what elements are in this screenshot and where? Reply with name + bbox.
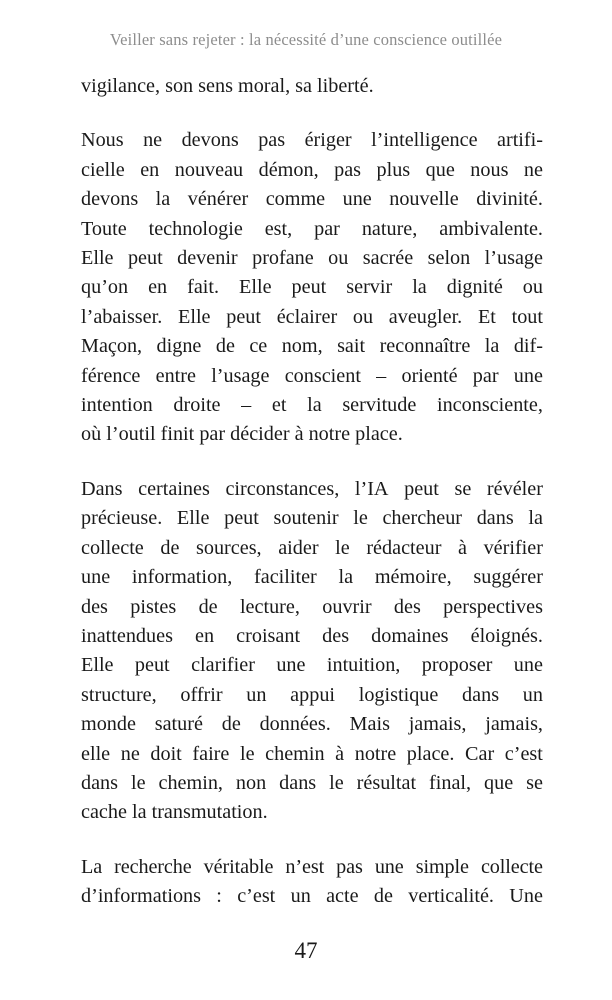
word: se xyxy=(454,477,472,500)
word: Elle xyxy=(239,276,272,299)
word: un xyxy=(246,683,267,706)
word: Elle xyxy=(178,305,211,328)
word: le xyxy=(130,771,146,794)
word: chemin xyxy=(265,742,325,765)
word: Elle xyxy=(81,247,114,270)
text-line xyxy=(81,593,543,622)
word: faire xyxy=(192,742,230,765)
word: l’usage xyxy=(211,364,270,387)
word: cielle xyxy=(81,158,125,181)
word: vénérer xyxy=(187,188,249,211)
word: peut xyxy=(226,305,261,328)
word: plus xyxy=(376,158,411,181)
word: recherche xyxy=(114,855,192,878)
word: – xyxy=(241,394,252,417)
word: selon xyxy=(427,247,471,270)
word: la xyxy=(528,507,543,530)
text-line xyxy=(81,126,543,155)
word: perspectives xyxy=(443,595,543,618)
word: qu’on xyxy=(81,276,129,299)
word: le xyxy=(353,507,368,530)
word: férence xyxy=(81,364,141,387)
page-number: 47 xyxy=(294,938,318,963)
word: structure, xyxy=(81,683,157,706)
word: dignité xyxy=(446,276,503,299)
word: ne xyxy=(143,129,163,152)
word: conscient xyxy=(284,364,361,387)
word: une xyxy=(276,654,306,677)
word: de xyxy=(221,713,241,736)
text-line xyxy=(81,563,543,592)
word: la xyxy=(307,394,322,417)
text-line xyxy=(81,332,543,361)
word: Elle xyxy=(176,507,210,530)
word: dans xyxy=(279,771,317,794)
word: ambivalente. xyxy=(439,217,543,240)
word: véritable xyxy=(203,855,274,878)
word: peut xyxy=(291,276,327,299)
word: une xyxy=(513,654,543,677)
word: c’est xyxy=(504,742,543,765)
word: un xyxy=(290,885,311,908)
word: intention xyxy=(81,394,153,417)
word: verticalité. xyxy=(408,885,494,908)
word: précieuse. xyxy=(81,507,163,530)
word: collecte xyxy=(480,855,543,878)
word: une xyxy=(342,188,372,211)
word: croisant xyxy=(236,624,301,647)
body-text-block xyxy=(81,72,543,912)
word: peut xyxy=(224,507,259,530)
word: que xyxy=(425,158,455,181)
word: l’abaisser. xyxy=(81,305,163,328)
word: une xyxy=(374,855,404,878)
text-line xyxy=(81,156,543,185)
word: éclairer xyxy=(276,305,338,328)
word: Nous xyxy=(81,129,124,152)
word: un xyxy=(522,683,543,706)
word: ou xyxy=(352,305,374,328)
word: nous xyxy=(470,158,509,181)
word: droite xyxy=(173,394,221,417)
text-line: cache la transmutation. xyxy=(81,801,268,824)
text-line xyxy=(81,681,543,710)
word: Elle xyxy=(81,654,114,677)
word: en xyxy=(148,276,168,299)
word: Maçon, xyxy=(81,335,143,358)
word: logistique xyxy=(358,683,439,706)
word: et xyxy=(271,394,287,417)
word: comme xyxy=(265,188,326,211)
word: monde xyxy=(81,713,136,736)
word: orienté xyxy=(401,364,458,387)
word: Car xyxy=(465,742,495,765)
word: clarifier xyxy=(191,654,255,677)
text-line xyxy=(81,185,543,214)
word: circonstances, xyxy=(225,477,340,500)
paragraph-recherche xyxy=(81,853,543,912)
word: pas xyxy=(334,158,362,181)
word: la xyxy=(155,188,171,211)
word: servitude xyxy=(342,394,417,417)
word: dans xyxy=(462,683,500,706)
word: à xyxy=(335,742,345,765)
word: ne xyxy=(120,742,140,765)
word: devons xyxy=(81,188,139,211)
word: servir xyxy=(346,276,393,299)
word: chercheur xyxy=(382,507,463,530)
word: ou xyxy=(328,247,349,270)
word: l’usage xyxy=(484,247,543,270)
word: profane xyxy=(252,247,314,270)
text-line xyxy=(81,391,543,420)
word: final, xyxy=(429,771,472,794)
word: information, xyxy=(131,566,233,589)
word: le xyxy=(329,771,344,794)
word: dif- xyxy=(513,335,543,358)
word: résultat xyxy=(356,771,417,794)
word: ou xyxy=(522,276,543,299)
word: par xyxy=(472,364,499,387)
word: mémoire, xyxy=(374,566,452,589)
text-line: où l’outil finit par décider à notre place. xyxy=(81,423,403,446)
word: reconnaître xyxy=(379,335,471,358)
word: ce xyxy=(249,335,268,358)
word: nature, xyxy=(361,217,418,240)
word: jamais, xyxy=(485,713,543,736)
text-line xyxy=(81,215,543,244)
word: collecte xyxy=(81,536,144,559)
text-line xyxy=(81,475,543,504)
word: Toute xyxy=(81,217,127,240)
text-line xyxy=(81,740,543,769)
word: ouvrir xyxy=(322,595,372,618)
word: en xyxy=(140,158,160,181)
word: ériger xyxy=(304,129,352,152)
word: certaines xyxy=(138,477,210,500)
word: Dans xyxy=(81,477,123,500)
word: sacrée xyxy=(362,247,414,270)
word: rédacteur xyxy=(366,536,442,559)
text-line xyxy=(81,622,543,651)
word: suggérer xyxy=(473,566,543,589)
word: aveugler. xyxy=(388,305,463,328)
word: saturé xyxy=(154,713,203,736)
word: une xyxy=(81,566,111,589)
paragraph-continuation xyxy=(81,72,543,101)
word: pas xyxy=(336,855,363,878)
word: données. xyxy=(259,713,331,736)
word: lecture, xyxy=(239,595,300,618)
word: une xyxy=(513,364,543,387)
word: pas xyxy=(258,129,286,152)
word: vérifier xyxy=(483,536,543,559)
word: à xyxy=(458,536,467,559)
word: nouvelle xyxy=(389,188,459,211)
word: Une xyxy=(509,885,543,908)
word: ne xyxy=(523,158,543,181)
word: de xyxy=(215,335,235,358)
word: soutenir xyxy=(273,507,339,530)
text-line xyxy=(81,303,543,332)
word: l’IA xyxy=(354,477,389,500)
word: inattendues xyxy=(81,624,173,647)
word: non xyxy=(235,771,267,794)
word: devons xyxy=(181,129,239,152)
word: démon, xyxy=(258,158,319,181)
word: nom, xyxy=(281,335,323,358)
text-line xyxy=(81,273,543,302)
text-line xyxy=(81,882,543,911)
word: se xyxy=(526,771,543,794)
text-line xyxy=(81,769,543,798)
word: : xyxy=(216,885,222,908)
text-line xyxy=(81,710,543,739)
word: est, xyxy=(264,217,293,240)
word: c’est xyxy=(237,885,276,908)
word: des xyxy=(81,595,108,618)
word: elle xyxy=(81,742,111,765)
word: digne xyxy=(156,335,202,358)
word: devenir xyxy=(177,247,238,270)
word: par xyxy=(314,217,340,240)
word: de xyxy=(373,885,393,908)
word: n’est xyxy=(285,855,325,878)
word: la xyxy=(484,335,500,358)
word: Et xyxy=(477,305,496,328)
paragraph-ia-demon xyxy=(81,126,543,449)
text-line xyxy=(81,651,543,680)
word: peut xyxy=(404,477,439,500)
word: de xyxy=(198,595,218,618)
word: La xyxy=(81,855,103,878)
word: tout xyxy=(511,305,543,328)
word: artifi- xyxy=(497,129,543,152)
text-line xyxy=(81,244,543,273)
word: d’informations xyxy=(81,885,201,908)
word: dans xyxy=(81,771,119,794)
word: sources, xyxy=(196,536,262,559)
word: le xyxy=(239,742,255,765)
word: chemin, xyxy=(158,771,223,794)
word: pistes xyxy=(130,595,177,618)
word: technologie xyxy=(148,217,243,240)
word: peut xyxy=(134,654,170,677)
text-line xyxy=(81,534,543,563)
word: simple xyxy=(415,855,469,878)
text-line xyxy=(81,504,543,533)
word: doit xyxy=(150,742,182,765)
word: de xyxy=(160,536,180,559)
text-line: vigilance, son sens moral, sa liberté. xyxy=(81,75,374,97)
word: offrir xyxy=(180,683,223,706)
word: faciliter xyxy=(254,566,317,589)
word: proposer xyxy=(421,654,493,677)
word: inconsciente, xyxy=(436,394,543,417)
word: aider xyxy=(278,536,319,559)
word: sait xyxy=(337,335,366,358)
word: acte xyxy=(326,885,359,908)
paragraph-ia-precieuse xyxy=(81,475,543,828)
word: dans xyxy=(476,507,514,530)
word: – xyxy=(376,364,387,387)
word: révéler xyxy=(486,477,543,500)
running-head: Veiller sans rejeter : la nécessité d’une conscience outillée xyxy=(109,30,503,49)
word: domaines xyxy=(371,624,449,647)
word: fait. xyxy=(187,276,220,299)
text-line xyxy=(81,362,543,391)
word: éloignés. xyxy=(470,624,543,647)
word: appui xyxy=(290,683,336,706)
word: place. xyxy=(406,742,455,765)
word: que xyxy=(484,771,514,794)
text-line xyxy=(81,853,543,882)
word: jamais, xyxy=(408,713,467,736)
word: entre xyxy=(155,364,196,387)
word: intuition, xyxy=(326,654,401,677)
word: des xyxy=(322,624,350,647)
word: notre xyxy=(354,742,397,765)
word: des xyxy=(393,595,421,618)
word: divinité. xyxy=(476,188,543,211)
word: la xyxy=(412,276,427,299)
word: la xyxy=(338,566,354,589)
word: le xyxy=(335,536,350,559)
word: Mais xyxy=(349,713,390,736)
word: peut xyxy=(127,247,163,270)
word: l’intelligence xyxy=(371,129,478,152)
word: nouveau xyxy=(174,158,244,181)
word: en xyxy=(195,624,215,647)
